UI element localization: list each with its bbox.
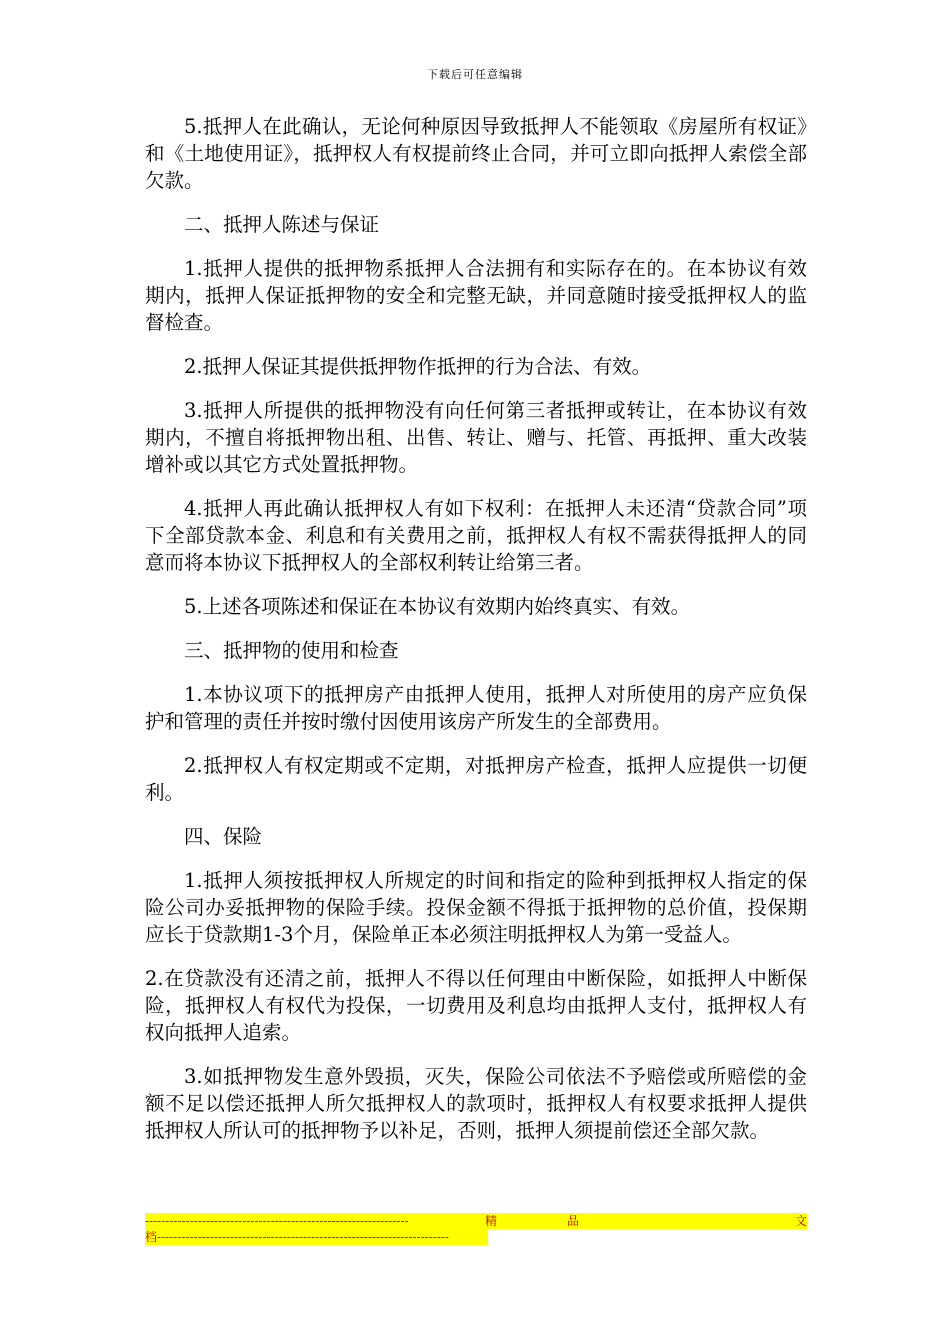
paragraph-12: 1.抵押人须按抵押权人所规定的时间和指定的险种到抵押权人指定的保险公司办妥抵押物的保险手续。投保金额不得抵于抵押物的总价值，投保期应长于贷款期1-3个月，保险单正本必须注明抵押权人为第一受益人。 [145,869,807,946]
footer-char-3: 文 [794,1214,807,1228]
paragraph-5: 3.抵押人所提供的抵押物没有向任何第三者抵押或转让，在本协议有效期内，不擅自将抵押物出租、出售、转让、赠与、托管、再抵押、重大改装增补或以其它方式处置抵押物。 [145,399,807,476]
paragraph-4: 2.抵押人保证其提供抵押物作抵押的行为合法、有效。 [184,355,652,378]
section-heading-3: 三、抵押物的使用和检查 [184,639,399,662]
paragraph-7: 5.上述各项陈述和保证在本协议有效期内始终真实、有效。 [184,595,691,618]
footer-dashes-1: ----------------------------------------------------------------- [145,1214,409,1228]
footer-dashes-2: ------------------------------------------------------------------------ [157,1230,449,1244]
section-heading-4: 四、保险 [184,825,263,848]
footer-banner [145,1213,807,1249]
document-body [145,113,807,1161]
paragraph-14: 3.如抵押物发生意外毁损，灭失，保险公司依法不予赔偿或所赔偿的金额不足以偿还抵押人所欠抵押权人的款项时，抵押权人有权要求抵押人提供抵押权人所认可的抵押物予以补足，否则，抵押人须提前偿还全部欠款。 [145,1065,807,1142]
footer-row-2 [145,1229,488,1245]
footer-row-1 [145,1213,807,1229]
footer-char-1: 精 [485,1214,498,1228]
footer-char-4: 档 [145,1230,158,1244]
paragraph-1: 5.抵押人在此确认，无论何种原因导致抵押人不能领取《房屋所有权证》和《土地使用证》，抵押权人有权提前终止合同，并可立即向抵押人索偿全部欠款。 [145,115,807,192]
page-header: 下载后可任意编辑 [427,68,523,81]
paragraph-3: 1.抵押人提供的抵押物系抵押人合法拥有和实际存在的。在本协议有效期内，抵押人保证抵押物的安全和完整无缺，并同意随时接受抵押权人的监督检查。 [145,257,807,334]
paragraph-6: 4.抵押人再此确认抵押权人有如下权利：在抵押人未还清“贷款合同”项下全部贷款本金、利息和有关费用之前，抵押权人有权不需获得抵押人的同意而将本协议下抵押权人的全部权利转让给第三者。 [145,497,807,574]
section-heading-2: 二、抵押人陈述与保证 [184,213,380,236]
footer-char-2: 品 [567,1214,580,1228]
paragraph-13: 2.在贷款没有还清之前，抵押人不得以任何理由中断保险，如抵押人中断保险，抵押权人有权代为投保，一切费用及利息均由抵押人支付，抵押权人有权向抵押人追索。 [145,967,807,1044]
paragraph-9: 1.本协议项下的抵押房产由抵押人使用，抵押人对所使用的房产应负保护和管理的责任并按时缴付因使用该房产所发生的全部费用。 [145,683,807,733]
paragraph-10: 2.抵押权人有权定期或不定期，对抵押房产检查，抵押人应提供一切便利。 [145,754,807,804]
